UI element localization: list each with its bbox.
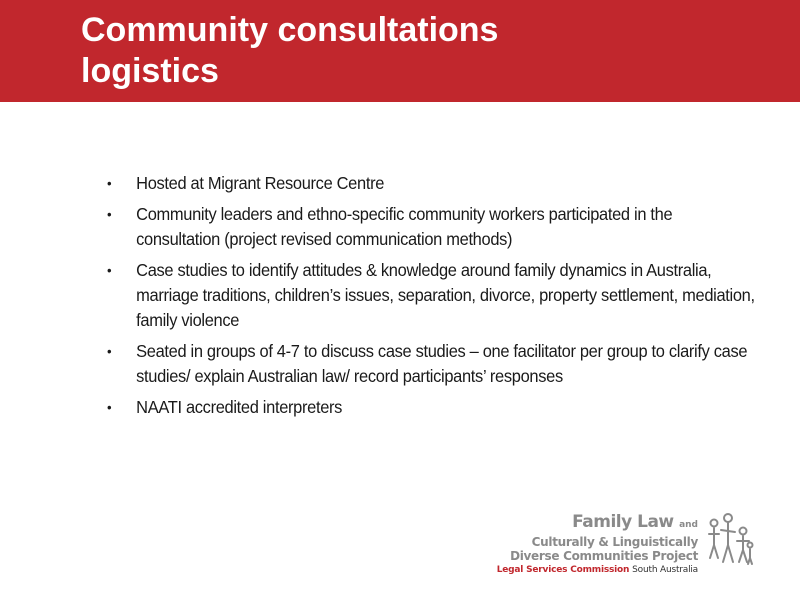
bullet-text: NAATI accredited interpreters [136,397,343,417]
bullet-text: Case studies to identify attitudes & knowledge around family dynamics in Australia, marriage traditions, children’s issues, separation, divorce, property settlement, mediation, family violence [136,260,755,330]
people-group-icon [706,512,754,567]
bullet-marker: • [107,343,112,359]
bullet-list [107,171,756,426]
logo-and: and [679,520,698,530]
bullet-item [107,258,756,333]
bullet-item [107,202,756,252]
logo-line-4 [497,564,698,577]
logo-sa: South Australia [632,565,698,575]
bullet-text: Seated in groups of 4-7 to discuss case studies – one facilitator per group to clarify case studies/ explain Australian law/ record participants’ responses [136,341,748,386]
bullet-text: Community leaders and ethno-specific community workers participated in the consultation (project revised communication methods) [136,204,673,249]
bullet-marker: • [107,262,112,278]
project-logo [496,512,766,582]
logo-text [497,512,698,577]
bullet-text: Hosted at Migrant Resource Centre [136,173,385,193]
bullet-item [107,339,756,389]
logo-lsc: Legal Services Commission [496,565,630,575]
bullet-marker: • [107,175,112,191]
bullet-marker: • [107,206,112,222]
logo-family-law: Family Law [572,512,674,532]
logo-line-1 [497,512,698,535]
slide-title-line-2: logistics [81,52,219,90]
slide-title-line-1: Community consultations [81,11,499,49]
logo-line-2: Culturally & Linguistically [531,535,698,549]
bullet-marker: • [107,399,112,415]
slide-title [81,10,498,92]
logo-line-3: Diverse Communities Project [510,549,698,563]
bullet-item [107,171,756,196]
bullet-item [107,395,756,420]
